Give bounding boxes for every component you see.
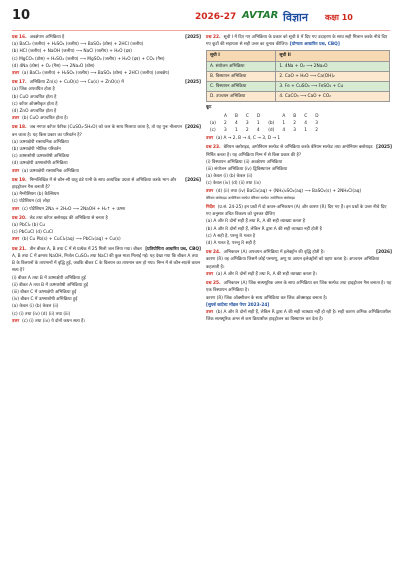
question-number: प्रश्न 23. <box>206 145 221 151</box>
question-block <box>12 34 201 77</box>
code-cell: 2 <box>315 128 318 134</box>
code-cell: 1 <box>256 120 260 126</box>
option-line: (iii) संयोजन अभिक्रिया (iv) द्विविस्थापन अभिक्रिया <box>206 167 288 173</box>
header-year: 2026-27 <box>195 12 237 22</box>
table-cell: C. विस्थापन अभिक्रिया <box>207 82 276 92</box>
code-cell: (b) <box>268 120 275 126</box>
question-text: अवक्षेपण अभिक्रिया है <box>29 35 65 40</box>
code-cell: 2 <box>224 120 227 126</box>
left-column <box>12 34 201 327</box>
question-block <box>12 215 201 244</box>
option-line: (b) CuO अपचयित होता है <box>12 94 57 100</box>
code-table <box>206 113 323 135</box>
table-cell: 2. CaO + H₂O ⟶ Ca(OH)₂ <box>276 71 390 81</box>
code-head: B <box>234 113 238 119</box>
option-line: (b) HCl (जलीय) + NaOH (जलीय) ⟶ NaCl (जलीय) + H₂O (द्रव) <box>12 49 132 55</box>
right-column <box>206 34 392 325</box>
question-year: [2026] <box>376 250 392 256</box>
question-block <box>12 246 201 325</box>
code-head: C <box>304 113 308 119</box>
option-line: (a) केवल (i) (b) केवल (ii) <box>12 304 59 310</box>
assertion-text: अभिकथन (A) जिंक सल्फ्यूरिक अम्ल के साथ अभिक्रिया कर जिंक सल्फेट तथा हाइड्रोजन गैस बनाता है। यह एक विस्थापन अभिक्रिया है। <box>206 281 392 294</box>
question-text: जब नगपर कॉपर फेरिक (CuSO₄·5H₂O) को जल के साथ मिलाया जाता है, तो यह पुनः नीलापन बन जाता है। यह किस प्रकार का परिवर्तन है? <box>12 125 182 138</box>
answer-label: उत्तर <box>12 116 20 122</box>
question-year: [2025] <box>185 35 201 40</box>
question-block <box>12 177 201 213</box>
table-cell: 3. Fe + CuSO₄ ⟶ FeSO₄ + Cu <box>276 82 390 92</box>
option-line: (c) (i) तथा (iv) (d) (ii) तथा (iii) <box>12 311 71 317</box>
question-number: प्रश्न 18. <box>12 125 27 131</box>
question-year: [2025] <box>376 145 392 151</box>
option-line: (d) A गलत है, परन्तु R सही है <box>206 241 256 247</box>
question-number: प्रश्न 17. <box>12 80 27 86</box>
question-number: प्रश्न 25. <box>206 281 221 287</box>
code-title: कूट <box>206 105 212 111</box>
option-line: (a) BaCl₂ (जलीय) + H₂SO₄ (जलीय) ⟶ BaSO₄ (ठोस) + 2HCl (जलीय) <box>12 42 144 48</box>
option-line: (d) ऊष्मक्षेपी ऊष्माशोषी अभिक्रिया <box>12 161 68 167</box>
option-line: (a) जिंक अपचयित होता है <box>12 87 55 93</box>
question-text: बेरियम क्लोराइड, अमोनियम सल्फेट से अभिक्रिया करके बेरियम सल्फेट तथा अमोनियम क्लोराइड निर्मित करता है। यह अभिक्रिया निम्न में से किस प्रकार की है? <box>206 145 373 158</box>
question-text: लेड तथा कॉपर क्लोराइड की अभिक्रिया से बनता है <box>29 215 108 221</box>
option-line: (c) केवल (iv) (d) (ii) तथा (iv) <box>206 181 261 187</box>
code-cell: 4 <box>234 120 238 126</box>
question-text: अभिक्रिया Zn(s) + CuO(s) ⟶ Cu(s) + ZnO(s) में <box>29 80 124 86</box>
answer-label: उत्तर <box>12 71 20 77</box>
table-header-list2: सूची II <box>276 51 390 61</box>
code-cell: 3 <box>245 120 249 126</box>
answer-label: उत्तर <box>206 188 214 194</box>
answer-text: (c) (i) तथा (iv) ये दोनों कथन सत्य हैं। <box>22 318 86 324</box>
question-year: [2026] <box>185 177 201 183</box>
code-cell: 1 <box>234 128 238 134</box>
answer-text: (a) A → 2, B → 4, C → 3, D → 1 <box>216 136 281 142</box>
table-cell: 1. 4Na + O₂ ⟶ 2Na₂O <box>276 61 390 71</box>
option-line: (c) ऊष्माशोषी ऊष्माशोषी अभिक्रिया <box>12 154 70 160</box>
question-number: प्रश्न 24. <box>206 250 221 256</box>
question-number: प्रश्न 20. <box>12 215 27 221</box>
option-line: (a) ऊष्माक्षेपी रासायनिक अभिक्रिया <box>12 139 69 145</box>
option-line: (a) A और R दोनों सही हैं तथा R, A की सही व्याख्या करता है <box>206 219 306 225</box>
answer-label: उत्तर <box>12 206 20 212</box>
answer-text: (b) CuO अपचयित होता है। <box>22 116 69 122</box>
question-text: तीन बीकर A, B तथा C में से प्रत्येक में 25 मिली जल लिया गया। बीकर A, B तथा C में क्रमशः NaOH, निर्जल CuSO₄ तथा NaCl की कुछ मात्रा मिलाई गई। यह देखा गया कि बीकर A तथा B के विलयनों के तापमानों में वृद्धि हुई, जबकि बीकर C के विलयन का तापमान कम हो गया। निम्न में से कौन-सा/से कथन सत्य है? <box>12 246 201 274</box>
answer-label: उत्तर <box>12 237 20 243</box>
option-line: (i) विस्थापन अभिक्रिया (ii) अवक्षेपण अभिक्रिया <box>206 159 283 165</box>
reason-text: कारण (R) वह अभिक्रिया जिसमें कोई परमाणु, अणु या आयन इलेक्ट्रॉनों को ग्रहण करता है। अपचयन अभिक्रिया कहलाती है। <box>206 257 380 270</box>
answer-text: (a) BaCl₂ (जलीय) + H₂SO₄ (जलीय) ⟶ BaSO₄ (ठोस) + 2HCl (जलीय) (अवक्षेप) <box>22 71 170 77</box>
code-cell: 1 <box>282 120 286 126</box>
header-title <box>195 10 395 28</box>
option-line: (d) 4Na (ठोस) + O₂ (गैस) ⟶ 2Na₂O (ठोस) <box>12 63 95 69</box>
code-cell: 2 <box>245 128 249 134</box>
option-line: (d) ZnO अपचयित होता है <box>12 109 57 115</box>
code-cell: 4 <box>256 128 260 134</box>
answer-label: उत्तर <box>12 318 20 324</box>
question-25 <box>206 280 392 323</box>
subject-title: विज्ञान <box>283 11 308 24</box>
answer-text: (a) A और R दोनों सही हैं तथा R, A की सही व्याख्या करता है। <box>216 271 317 277</box>
question-tag: [योग्यता आधारित प्रश्न, CBQ] <box>289 42 340 48</box>
assertion-text: अभिकथन (A) अपचयन अभिक्रिया में इलेक्ट्रॉन की वृद्धि होती है। <box>223 250 325 256</box>
question-year: [प्रतियोगिता आधारित प्रश्न, CBQ] <box>145 246 201 252</box>
option-line: (b) A और R दोनों सही हैं, लेकिन R द्वारा A की सही व्याख्या नहीं होती है <box>206 226 322 232</box>
code-cell: 3 <box>224 128 227 134</box>
option-line: (b) ऊष्माक्षेपी भौतिक परिवर्तन <box>12 147 61 153</box>
option-line: (c) कॉपर ऑक्सीकृत होता है <box>12 101 58 107</box>
code-cell: 2 <box>293 120 297 126</box>
instruction-text: (प्र.सं. 24-25) इन प्रश्नों में दो कथन-अभिकथन (A) और कारण (R) दिए गए हैं। इन प्रश्नों के उत्तर नीचे दिए गए अनुसार उचित विकल्प को चुनकर दीजिए <box>206 205 387 218</box>
question-year: [2025] <box>185 80 201 86</box>
question-block <box>12 79 201 122</box>
table-cell: 4. CaCO₃ ⟶ CaO + CO₂ <box>276 92 390 102</box>
instructions <box>206 204 392 247</box>
answer-text: (d) (ii) तथा (iv) BaCl₂(aq) + (NH₄)₂SO₄(aq) ⟶ BaSO₄(s) + 2NH₄Cl(aq) <box>216 188 362 194</box>
question-number: प्रश्न 16. <box>12 35 27 40</box>
question-number: प्रश्न 22. <box>206 35 221 40</box>
question-text: निम्नलिखित में से कौन-सी धातु ठंडे पानी के साथ अत्यधिक उग्रता से अभिक्रिया करके भाग और हाइड्रोजन गैस बनाती है? <box>12 177 177 191</box>
match-table <box>206 50 390 102</box>
code-head <box>206 113 220 120</box>
answer-text: (c) पोटैशियम 2Na + 2H₂O ⟶ 2NaOH + H₂↑ + ऊष्मा <box>22 206 126 212</box>
code-cell: (d) <box>268 128 275 134</box>
question-number: प्रश्न 19. <box>12 177 27 183</box>
option-line: (c) MgCO₃ (ठोस) + H₂SO₄ (जलीय) ⟶ MgSO₄ (जलीय) + H₂O (द्रव) + CO₂ (गैस) <box>12 56 165 62</box>
code-cell: (a) <box>210 120 216 126</box>
option-line: (c) A सही है, परन्तु R गलत है <box>206 233 256 239</box>
answer-label: उत्तर <box>206 271 214 277</box>
code-head: B <box>293 113 297 119</box>
answer-label: उत्तर <box>206 136 214 142</box>
code-head <box>264 113 278 120</box>
code-cell: (c) <box>210 128 216 134</box>
option-line: (iv) बीकर C में ऊष्माशोषी अभिक्रिया हुई <box>12 297 78 303</box>
answer-text: (b) Cu Pb(s) + CuCl₂(aq) ⟶ PbCl₂(aq) + Cu(s) <box>22 237 121 243</box>
code-cell: 1 <box>304 128 307 134</box>
brand-logo: AVTAR <box>242 10 279 21</box>
code-cell: 4 <box>282 128 286 134</box>
code-cell: 4 <box>304 120 307 126</box>
page-number: 10 <box>12 8 31 23</box>
option-line: (c) PbCuCl (d) CuCl <box>12 230 54 236</box>
question-24 <box>206 249 392 278</box>
header-divider <box>12 30 390 31</box>
option-line: (i) बीकर A तथा B में ऊष्माक्षेपी अभिक्रिया हुई <box>12 275 86 281</box>
question-tag: [सुपर्ब कांटेस्ट मॉडल पेपर 2023-24] <box>206 302 270 308</box>
table-cell: A. संयोजन अभिक्रिया <box>207 61 276 71</box>
table-cell: D. उपचयन अभिक्रिया <box>207 92 276 102</box>
answer-label: उत्तर <box>206 309 214 315</box>
question-23 <box>206 144 392 202</box>
code-cell: 3 <box>315 120 318 126</box>
code-head: D <box>315 113 319 119</box>
question-22 <box>206 34 392 142</box>
option-line: (a) मैग्नीशियम (b) कैल्शियम <box>12 192 59 198</box>
option-line: (a) केवल (i) (b) केवल (ii) <box>206 174 253 180</box>
question-year: [2026] <box>185 125 201 131</box>
table-cell: B. विस्थापन अभिक्रिया <box>207 71 276 81</box>
answer-text: (a) ऊष्माक्षेपी रासायनिक अभिक्रिया <box>22 168 79 174</box>
instruction-label: निर्देश <box>206 205 215 211</box>
option-line: (iii) बीकर C में ऊष्माक्षेपी अभिक्रिया हुई <box>12 289 77 295</box>
answer-label: उत्तर <box>12 168 20 174</box>
option-line: (a) PbCl₂ (b) Cu <box>12 223 46 229</box>
question-number: प्रश्न 21. <box>12 246 27 252</box>
question-block <box>12 124 201 174</box>
class-label: कक्षा 10 <box>325 13 353 22</box>
code-head: A <box>224 113 227 119</box>
code-head: D <box>256 113 261 119</box>
option-line: (ii) बीकर A तथा B में ऊष्माशोषी अभिक्रिया हुई <box>12 282 88 288</box>
code-head: A <box>282 113 286 119</box>
code-head: C <box>245 113 249 119</box>
option-line: (c) पोटैशियम (d) लोहा <box>12 199 51 205</box>
table-header-list1: सूची I <box>207 51 276 61</box>
page-header <box>0 0 400 34</box>
code-cell: 3 <box>293 128 297 134</box>
reason-text: कारण (R) जिंक ऑक्सीजन के साथ अभिक्रिया कर जिंक ऑक्साइड बनाता है। <box>206 295 328 301</box>
answer-text: (b) A और R दोनों सही हैं, लेकिन R द्वारा A की सही व्याख्या नहीं हो रही है। सही कारण अभिक अभिक्रियाशील जिंक सल्फ्यूरिक अम्ल से कम क्रियाशील हाइड्रोजन का विस्थापन कर देता है। <box>206 309 391 323</box>
answer-labels: बेरियम क्लोराइड अमोनियम सल्फेट बेरियम सल्फेट अमोनियम क्लोराइड <box>206 195 295 200</box>
question-text: सूची I में दिए गए अभिक्रिया के प्रकार को सूची II में दिए गए उदाहरण के साथ सही मिलान करके नीचे दिए गए कूटों की सहायता से सही उत्तर का चुनाव कीजिए। <box>206 35 388 48</box>
